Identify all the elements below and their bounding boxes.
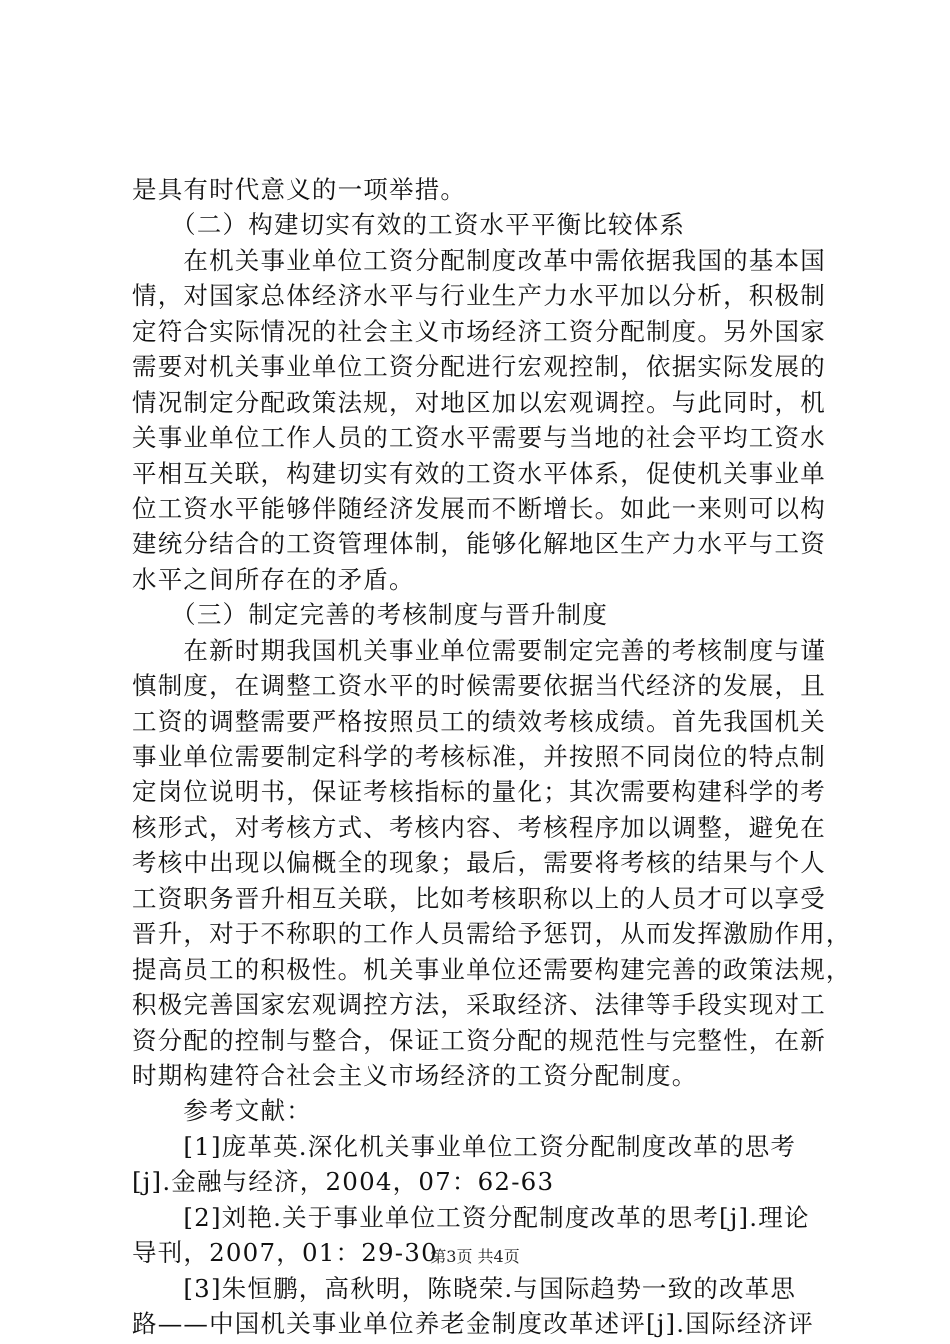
- text-line: 时期构建符合社会主义市场经济的工资分配制度。: [132, 1060, 698, 1090]
- text-line: 工资职务晋升相互关联，比如考核职称以上的人员才可以享受: [132, 883, 826, 913]
- text-line: 建统分结合的工资管理体制，能够化解地区生产力水平与工资: [132, 529, 826, 559]
- reference-line: [3]朱恒鹏，高秋明，陈晓荣.与国际趋势一致的改革思: [132, 1273, 797, 1303]
- reference-line: [2]刘艳.关于事业单位工资分配制度改革的思考[j].理论: [132, 1202, 810, 1232]
- text-line: 需要对机关事业单位工资分配进行宏观控制，依据实际发展的: [132, 352, 826, 382]
- text-line: 关事业单位工作人员的工资水平需要与当地的社会平均工资水: [132, 423, 826, 453]
- reference-line: 导刊，2007，01：29-30: [132, 1238, 438, 1268]
- text-line: 事业单位需要制定科学的考核标准，并按照不同岗位的特点制: [132, 742, 826, 771]
- text-line: 积极完善国家宏观调控方法，采取经济、法律等手段实现对工: [132, 990, 826, 1020]
- text-line: 定符合实际情况的社会主义市场经济工资分配制度。另外国家: [132, 316, 826, 346]
- text-line: 工资的调整需要严格按照员工的绩效考核成绩。首先我国机关: [132, 706, 826, 736]
- text-line: 考核中出现以偏概全的现象；最后，需要将考核的结果与个人: [132, 848, 826, 878]
- body-text: [132, 172, 852, 1341]
- text-line: 位工资水平能够伴随经济发展而不断增长。如此一来则可以构: [132, 493, 826, 523]
- text-line: 定岗位说明书，保证考核指标的量化；其次需要构建科学的考: [132, 777, 826, 807]
- text-line: 在新时期我国机关事业单位需要制定完善的考核制度与谨: [132, 635, 826, 665]
- text-line: 水平之间所存在的矛盾。: [132, 564, 415, 594]
- section-heading: （二）构建切实有效的工资水平平衡比较体系: [132, 210, 686, 240]
- text-line: 平相互关联，构建切实有效的工资水平体系，促使机关事业单: [132, 458, 826, 488]
- reference-line: [j].金融与经济，2004，07：62-63: [132, 1167, 555, 1197]
- text-line: 情，对国家总体经济水平与行业生产力水平加以分析，积极制: [132, 281, 826, 311]
- references-heading: 参考文献：: [132, 1096, 312, 1126]
- text-line: 在机关事业单位工资分配制度改革中需依据我国的基本国: [132, 245, 826, 275]
- text-line: 是具有时代意义的一项举措。: [132, 175, 467, 204]
- section-heading: （三）制定完善的考核制度与晋升制度: [132, 600, 609, 630]
- page-number: 第3页 共4页: [430, 1247, 520, 1266]
- reference-line: [1]庞革英.深化机关事业单位工资分配制度改革的思考: [132, 1131, 797, 1161]
- text-line: 情况制定分配政策法规，对地区加以宏观调控。与此同时，机: [132, 387, 826, 417]
- text-line: 资分配的控制与整合，保证工资分配的规范性与完整性，在新: [132, 1025, 826, 1055]
- text-line: 晋升，对于不称职的工作人员需给予惩罚，从而发挥激励作用，: [132, 919, 852, 949]
- text-line: 核形式，对考核方式、考核内容、考核程序加以调整，避免在: [132, 812, 826, 842]
- text-line: 慎制度，在调整工资水平的时候需要依据当代经济的发展，且: [132, 671, 826, 701]
- reference-line: 路——中国机关事业单位养老金制度改革述评[j].国际经济评: [132, 1309, 814, 1338]
- text-line: 提高员工的积极性。机关事业单位还需要构建完善的政策法规，: [132, 954, 852, 984]
